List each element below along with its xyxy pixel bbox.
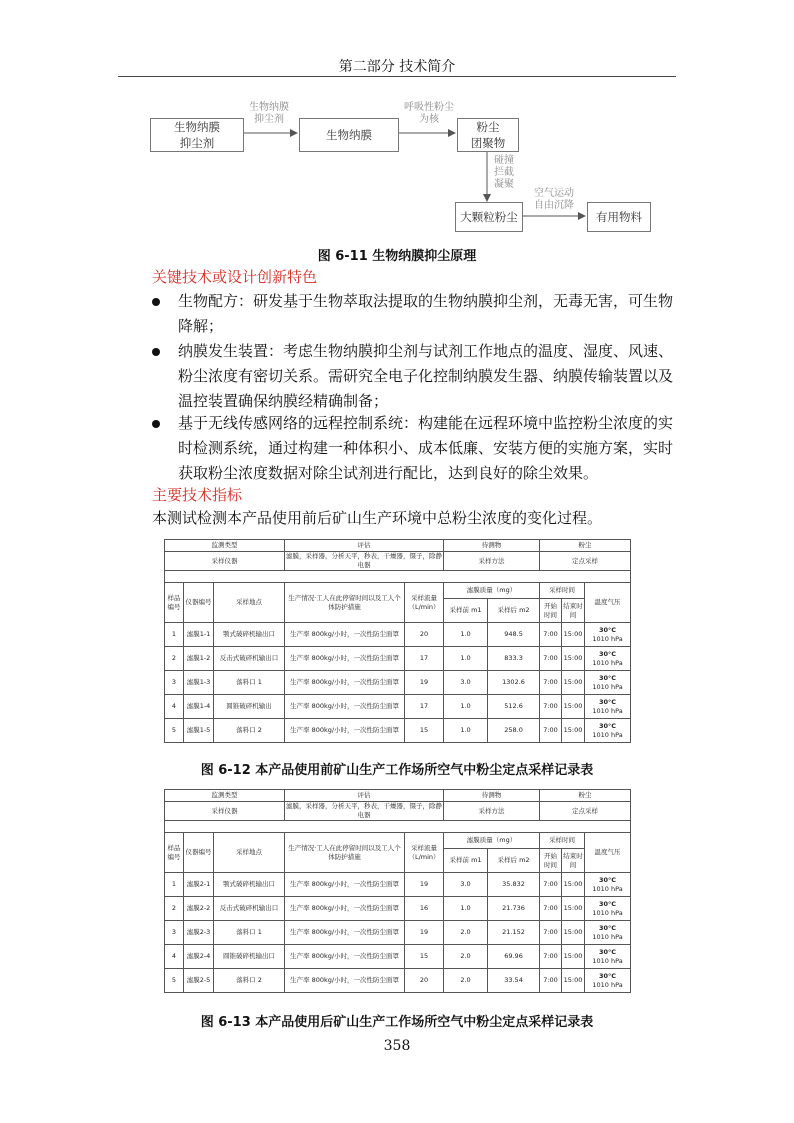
table-row xyxy=(165,921,631,945)
label-instrument: 采样仪器 xyxy=(165,552,285,571)
cell-production: 生产率 800kg/小时，一次性防尘面罩 xyxy=(285,897,405,921)
header-before: 采样前 m1 xyxy=(444,599,488,623)
cell-sample-no: 4 xyxy=(165,695,184,719)
arrow-label-3: 碰撞 拦截 凝聚 xyxy=(494,155,514,190)
cell-sample-no: 1 xyxy=(165,623,184,647)
cell-sample-no: 5 xyxy=(165,719,184,743)
bullet-text: 生物配方：研发基于生物萃取法提取的生物纳膜抑尘剂，无毒无害，可生物降解； xyxy=(178,292,674,335)
pressure-value: 1010 hPa xyxy=(592,908,623,917)
cell-start-time: 7:00 xyxy=(540,671,562,695)
cell-mass-before: 1.0 xyxy=(444,695,488,719)
cell-flow: 19 xyxy=(405,671,444,695)
cell-sample-no: 5 xyxy=(165,969,184,993)
cell-production: 生产率 800kg/小时，一次性防尘面罩 xyxy=(285,671,405,695)
page-number: 358 xyxy=(383,1038,411,1054)
box-nanomembrane-agent: 生物纳膜 抑尘剂 xyxy=(150,118,244,152)
temperature-value: 30°C xyxy=(599,649,617,658)
cell-flow: 15 xyxy=(405,945,444,969)
header-filter-no: 仪器编号 xyxy=(184,583,214,623)
pressure-value: 1010 hPa xyxy=(592,956,623,965)
cell-filter-no: 滤膜2-5 xyxy=(184,969,214,993)
sampling-table-before xyxy=(164,539,631,743)
cell-mass-before: 1.0 xyxy=(444,647,488,671)
value-monitor-type: 评估 xyxy=(285,540,444,552)
cell-mass-after: 33.54 xyxy=(488,969,540,993)
figure-caption-6-12: 图 6-12 本产品使用前矿山生产工作场所空气中粉尘定点采样记录表 xyxy=(200,763,594,778)
section-heading-indicators: 主要技术指标 xyxy=(152,486,243,504)
bullet-dot xyxy=(152,420,160,428)
header-temp: 温度气压 xyxy=(585,583,631,623)
temperature-value: 30°C xyxy=(599,947,617,956)
cell-temp-pressure xyxy=(585,969,631,993)
table-row xyxy=(165,873,631,897)
pressure-value: 1010 hPa xyxy=(592,634,623,643)
cell-site: 落料口 2 xyxy=(214,719,285,743)
cell-filter-no: 滤膜1-4 xyxy=(184,695,214,719)
pressure-value: 1010 hPa xyxy=(592,932,623,941)
bullet-item-3 xyxy=(152,411,676,486)
cell-end-time: 15:00 xyxy=(562,647,585,671)
cell-temp-pressure xyxy=(585,921,631,945)
bullet-dot xyxy=(152,348,160,356)
header-mass: 滤膜质量（mg） xyxy=(444,833,540,849)
cell-filter-no: 滤膜2-4 xyxy=(184,945,214,969)
value-monitor-type: 评估 xyxy=(285,790,444,802)
label-pollutant: 待测物 xyxy=(444,790,540,802)
value-instrument: 滤膜，采样器，分析天平，秒表，干燥器，镊子，除静电器 xyxy=(286,552,443,569)
temperature-value: 30°C xyxy=(599,899,617,908)
cell-sample-no: 3 xyxy=(165,921,184,945)
value-pollutant: 粉尘 xyxy=(540,790,631,802)
table-row xyxy=(165,945,631,969)
header-before: 采样前 m1 xyxy=(444,849,488,873)
cell-flow: 16 xyxy=(405,897,444,921)
cell-temp-pressure xyxy=(585,873,631,897)
cell-temp-pressure xyxy=(585,671,631,695)
table-body-before xyxy=(165,623,631,743)
cell-start-time: 7:00 xyxy=(540,623,562,647)
cell-production: 生产率 800kg/小时，一次性防尘面罩 xyxy=(285,719,405,743)
cell-flow: 19 xyxy=(405,873,444,897)
table-body-after xyxy=(165,873,631,993)
temperature-value: 30°C xyxy=(599,673,617,682)
temperature-value: 30°C xyxy=(599,697,617,706)
cell-mass-before: 3.0 xyxy=(444,671,488,695)
cell-end-time: 15:00 xyxy=(562,921,585,945)
cell-end-time: 15:00 xyxy=(562,969,585,993)
value-method: 定点采样 xyxy=(540,802,631,821)
section-heading-key-tech: 关键技术或设计创新特色 xyxy=(152,268,318,286)
cell-site: 颚式破碎机输出口 xyxy=(214,873,285,897)
cell-temp-pressure xyxy=(585,647,631,671)
table-row xyxy=(165,647,631,671)
cell-mass-after: 948.5 xyxy=(488,623,540,647)
cell-mass-before: 3.0 xyxy=(444,873,488,897)
value-instrument: 滤膜，采样器，分析天平，秒表，干燥器，镊子，除静电器 xyxy=(286,802,443,819)
header-site: 采样地点 xyxy=(214,833,285,873)
pressure-value: 1010 hPa xyxy=(592,682,623,691)
label-method: 采样方法 xyxy=(444,802,540,821)
header-start: 开始时间 xyxy=(540,599,562,623)
cell-sample-no: 2 xyxy=(165,897,184,921)
cell-start-time: 7:00 xyxy=(540,647,562,671)
cell-filter-no: 滤膜1-2 xyxy=(184,647,214,671)
temperature-value: 30°C xyxy=(599,875,617,884)
cell-temp-pressure xyxy=(585,719,631,743)
cell-production: 生产率 800kg/小时，一次性防尘面罩 xyxy=(285,873,405,897)
header-end: 结束时间 xyxy=(562,599,585,623)
cell-mass-before: 2.0 xyxy=(444,945,488,969)
label-pollutant: 待测物 xyxy=(444,540,540,552)
cell-end-time: 15:00 xyxy=(562,719,585,743)
cell-mass-after: 833.3 xyxy=(488,647,540,671)
cell-filter-no: 滤膜2-3 xyxy=(184,921,214,945)
arrow-label-1: 生物纳膜 抑尘剂 xyxy=(249,102,289,125)
header-sample-no: 样品编号 xyxy=(165,833,184,873)
cell-sample-no: 2 xyxy=(165,647,184,671)
value-pollutant: 粉尘 xyxy=(540,540,631,552)
blank-row xyxy=(165,571,631,583)
temperature-value: 30°C xyxy=(599,923,617,932)
cell-production: 生产率 800kg/小时，一次性防尘面罩 xyxy=(285,695,405,719)
cell-mass-after: 258.0 xyxy=(488,719,540,743)
cell-filter-no: 滤膜1-3 xyxy=(184,671,214,695)
header-after: 采样后 m2 xyxy=(488,599,540,623)
cell-mass-after: 35.832 xyxy=(488,873,540,897)
table-row xyxy=(165,719,631,743)
cell-temp-pressure xyxy=(585,945,631,969)
cell-production: 生产率 800kg/小时，一次性防尘面罩 xyxy=(285,921,405,945)
figure-caption-6-11: 图 6-11 生物纳膜抑尘原理 xyxy=(317,249,477,264)
cell-end-time: 15:00 xyxy=(562,873,585,897)
pressure-value: 1010 hPa xyxy=(592,658,623,667)
cell-mass-after: 21.152 xyxy=(488,921,540,945)
cell-end-time: 15:00 xyxy=(562,695,585,719)
header-time: 采样时间 xyxy=(540,833,585,849)
header-temp: 温度气压 xyxy=(585,833,631,873)
cell-end-time: 15:00 xyxy=(562,623,585,647)
header-time: 采样时间 xyxy=(540,583,585,599)
header-sample-no: 样品编号 xyxy=(165,583,184,623)
cell-mass-after: 21.736 xyxy=(488,897,540,921)
cell-flow: 19 xyxy=(405,921,444,945)
cell-start-time: 7:00 xyxy=(540,695,562,719)
cell-start-time: 7:00 xyxy=(540,969,562,993)
figure-caption-6-13: 图 6-13 本产品使用后矿山生产工作场所空气中粉尘定点采样记录表 xyxy=(200,1015,594,1030)
body-paragraph: 本测试检测本产品使用前后矿山生产环境中总粉尘浓度的变化过程。 xyxy=(152,509,603,527)
temperature-value: 30°C xyxy=(599,971,617,980)
label-method: 采样方法 xyxy=(444,552,540,571)
box-useful-material: 有用物料 xyxy=(587,202,651,232)
cell-mass-before: 2.0 xyxy=(444,921,488,945)
cell-filter-no: 滤膜2-2 xyxy=(184,897,214,921)
running-header: 第二部分 技术简介 xyxy=(338,59,456,75)
cell-sample-no: 1 xyxy=(165,873,184,897)
cell-production: 生产率 800kg/小时，一次性防尘面罩 xyxy=(285,969,405,993)
arrow-label-2: 呼吸性粉尘 为核 xyxy=(404,102,454,125)
cell-start-time: 7:00 xyxy=(540,873,562,897)
pressure-value: 1010 hPa xyxy=(592,730,623,739)
pressure-value: 1010 hPa xyxy=(592,884,623,893)
value-method: 定点采样 xyxy=(540,552,631,571)
cell-end-time: 15:00 xyxy=(562,671,585,695)
blank-row xyxy=(165,821,631,833)
header-site: 采样地点 xyxy=(214,583,285,623)
cell-sample-no: 3 xyxy=(165,671,184,695)
cell-mass-before: 1.0 xyxy=(444,623,488,647)
cell-start-time: 7:00 xyxy=(540,945,562,969)
cell-site: 落料口 1 xyxy=(214,921,285,945)
cell-start-time: 7:00 xyxy=(540,921,562,945)
label-monitor-type: 监测类型 xyxy=(165,540,285,552)
header-after: 采样后 m2 xyxy=(488,849,540,873)
label-instrument: 采样仪器 xyxy=(165,802,285,821)
table-row xyxy=(165,897,631,921)
box-dust-agglomerate: 粉尘 团聚物 xyxy=(457,118,519,152)
bullet-text: 纳膜发生装置：考虑生物纳膜抑尘剂与试剂工作地点的温度、湿度、风速、粉尘浓度有密切关系。需研究全电子化控制纳膜发生器、纳膜传输装置以及温控装置确保纳膜经精确制备； xyxy=(178,342,674,410)
cell-start-time: 7:00 xyxy=(540,719,562,743)
table-row xyxy=(165,695,631,719)
table-row xyxy=(165,671,631,695)
label-monitor-type: 监测类型 xyxy=(165,790,285,802)
cell-flow: 15 xyxy=(405,719,444,743)
cell-mass-before: 2.0 xyxy=(444,969,488,993)
sampling-table-after xyxy=(164,789,631,993)
cell-mass-after: 512.6 xyxy=(488,695,540,719)
arrow-label-4: 空气运动 自由沉降 xyxy=(534,188,574,211)
temperature-value: 30°C xyxy=(599,721,617,730)
cell-flow: 17 xyxy=(405,647,444,671)
box-nanomembrane: 生物纳膜 xyxy=(299,118,399,152)
cell-filter-no: 滤膜2-1 xyxy=(184,873,214,897)
cell-flow: 20 xyxy=(405,969,444,993)
cell-site: 落料口 1 xyxy=(214,671,285,695)
header-start: 开始时间 xyxy=(540,849,562,873)
cell-end-time: 15:00 xyxy=(562,945,585,969)
cell-mass-before: 1.0 xyxy=(444,897,488,921)
cell-site: 落料口 2 xyxy=(214,969,285,993)
cell-site: 圆锥破碎机输出 xyxy=(214,695,285,719)
cell-mass-before: 1.0 xyxy=(444,719,488,743)
table-row xyxy=(165,969,631,993)
header-end: 结束时间 xyxy=(562,849,585,873)
temperature-value: 30°C xyxy=(599,625,617,634)
cell-site: 颚式破碎机输出口 xyxy=(214,623,285,647)
bullet-item-2 xyxy=(152,339,676,414)
cell-site: 反击式破碎机输出口 xyxy=(214,647,285,671)
cell-production: 生产率 800kg/小时，一次性防尘面罩 xyxy=(285,623,405,647)
pressure-value: 1010 hPa xyxy=(592,980,623,989)
header-production: 生产情况·工人在此停留时间以及工人个体防护措施 xyxy=(285,833,405,873)
bullet-item-1 xyxy=(152,289,676,339)
dust-suppression-diagram xyxy=(0,0,794,240)
cell-temp-pressure xyxy=(585,695,631,719)
cell-end-time: 15:00 xyxy=(562,897,585,921)
table-row xyxy=(165,623,631,647)
cell-mass-after: 69.96 xyxy=(488,945,540,969)
cell-production: 生产率 800kg/小时，一次性防尘面罩 xyxy=(285,945,405,969)
cell-site: 圆锥破碎机输出口 xyxy=(214,945,285,969)
cell-filter-no: 滤膜1-5 xyxy=(184,719,214,743)
header-flow: 采样流量（L/min） xyxy=(405,833,444,873)
cell-production: 生产率 800kg/小时，一次性防尘面罩 xyxy=(285,647,405,671)
cell-site: 反击式破碎机输出口 xyxy=(214,897,285,921)
cell-sample-no: 4 xyxy=(165,945,184,969)
header-flow: 采样流量（L/min） xyxy=(405,583,444,623)
header-mass: 滤膜质量（mg） xyxy=(444,583,540,599)
cell-start-time: 7:00 xyxy=(540,897,562,921)
cell-temp-pressure xyxy=(585,623,631,647)
cell-flow: 17 xyxy=(405,695,444,719)
bullet-dot xyxy=(152,298,160,306)
bullet-text: 基于无线传感网络的远程控制系统：构建能在远程环境中监控粉尘浓度的实时检测系统，通过构建一种体积小、成本低廉、安装方便的实施方案，实时获取粉尘浓度数据对除尘试剂进行配比，达到良好的除尘效果。 xyxy=(178,414,674,482)
cell-filter-no: 滤膜1-1 xyxy=(184,623,214,647)
header-filter-no: 仪器编号 xyxy=(184,833,214,873)
pressure-value: 1010 hPa xyxy=(592,706,623,715)
header-production: 生产情况·工人在此停留时间以及工人个体防护措施 xyxy=(285,583,405,623)
cell-mass-after: 1302.6 xyxy=(488,671,540,695)
box-large-particle-dust: 大颗粒粉尘 xyxy=(455,202,523,232)
cell-temp-pressure xyxy=(585,897,631,921)
cell-flow: 20 xyxy=(405,623,444,647)
